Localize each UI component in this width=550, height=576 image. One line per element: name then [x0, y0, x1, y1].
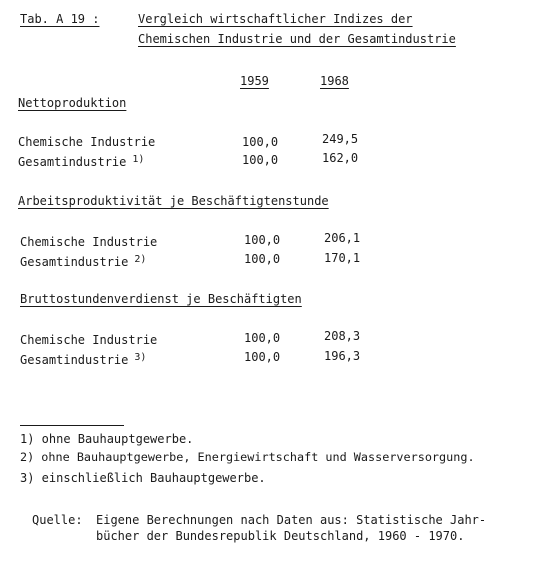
row-label-with-note: [20, 354, 146, 367]
row-label: Chemische Industrie: [20, 235, 158, 249]
cell-1959: 100,0: [244, 331, 281, 345]
cell-1968: 206,1: [324, 231, 361, 245]
table-title-line2: Chemischen Industrie und der Gesamtindustrie: [138, 32, 456, 46]
section-heading-nettoproduktion: Nettoproduktion: [18, 96, 127, 110]
cell-1968: 162,0: [322, 151, 359, 165]
cell-1968: 208,3: [324, 329, 361, 343]
column-header-1968: 1968: [320, 74, 349, 88]
column-header-1959: 1959: [240, 74, 269, 88]
footnote-ref: 1): [132, 154, 145, 165]
footnote-ref: 2): [134, 254, 147, 265]
row-label: Chemische Industrie: [20, 333, 158, 347]
cell-1968: 196,3: [324, 349, 361, 363]
cell-1968: 249,5: [322, 132, 359, 146]
source-line1: Eigene Berechnungen nach Daten aus: Statistische Jahr-: [96, 513, 487, 527]
row-label-with-note: [18, 156, 144, 169]
cell-1959: 100,0: [242, 153, 279, 167]
section-heading-arbeitsproduktivitaet: Arbeitsproduktivität je Beschäftigtenstunde: [18, 194, 329, 208]
section-heading-bruttostundenverdienst: Bruttostundenverdienst je Beschäftigten: [20, 292, 302, 306]
row-label-with-note: [20, 256, 146, 269]
table-label: Tab. A 19 :: [20, 12, 100, 26]
footnote-separator: [20, 425, 124, 426]
cell-1959: 100,0: [242, 135, 279, 149]
row-label: Chemische Industrie: [18, 135, 156, 149]
footnote-2: 2) ohne Bauhauptgewerbe, Energiewirtschaft und Wasserversorgung.: [20, 450, 475, 464]
row-label: Gesamtindustrie: [20, 255, 129, 269]
cell-1968: 170,1: [324, 251, 361, 265]
cell-1959: 100,0: [244, 350, 281, 364]
source-prefix: Quelle:: [32, 513, 83, 527]
row-label: Gesamtindustrie: [20, 353, 129, 367]
footnote-ref: 3): [134, 352, 147, 363]
row-label: Gesamtindustrie: [18, 155, 127, 169]
source-line2: bücher der Bundesrepublik Deutschland, 1960 - 1970.: [96, 529, 465, 543]
footnote-1: 1) ohne Bauhauptgewerbe.: [20, 432, 194, 446]
footnote-3: 3) einschließlich Bauhauptgewerbe.: [20, 471, 266, 485]
table-title-line1: Vergleich wirtschaftlicher Indizes der: [138, 12, 413, 26]
cell-1959: 100,0: [244, 252, 281, 266]
cell-1959: 100,0: [244, 233, 281, 247]
